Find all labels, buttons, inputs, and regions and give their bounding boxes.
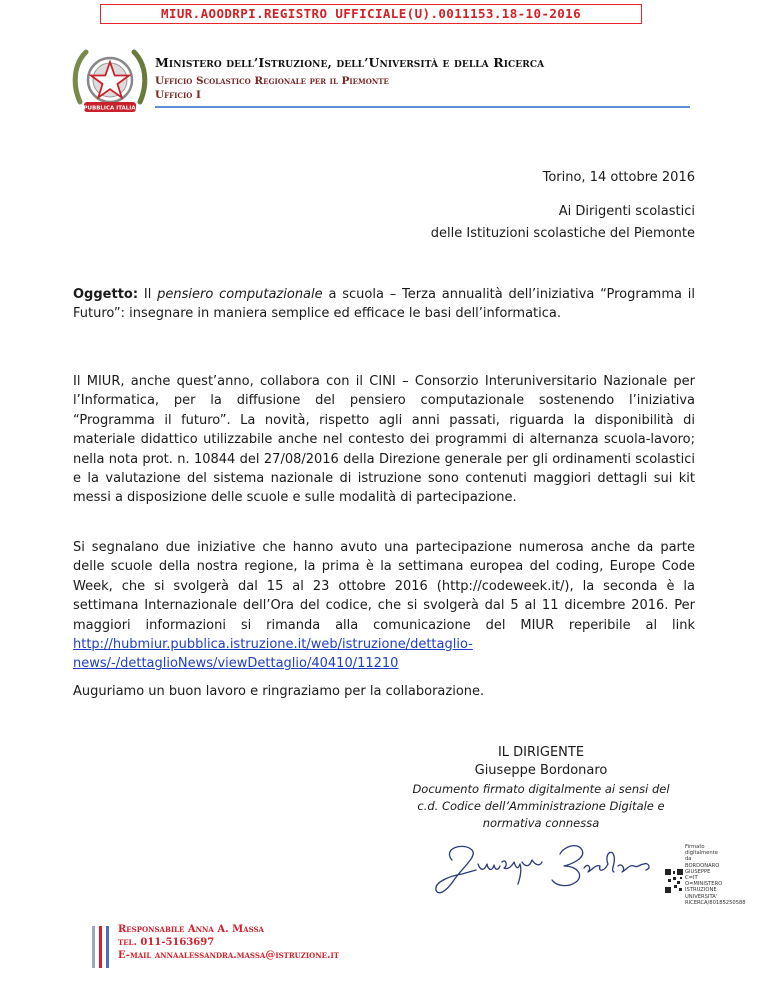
digital-signature-note: normativa connessa <box>482 816 600 830</box>
subject-emphasis: pensiero computazionale <box>157 287 323 302</box>
closing-paragraph: Auguriamo un buon lavoro e ringraziamo per la collaborazione. <box>73 684 485 699</box>
subject-paragraph <box>73 285 695 324</box>
contact-responsible: Responsabile Anna A. Massa <box>118 924 264 935</box>
subject-text: Il <box>138 287 158 302</box>
contact-email[interactable]: E-mail annaalessandra.massa@istruzione.it <box>118 950 339 961</box>
signer-role: IL DIRIGENTE <box>497 745 585 760</box>
regional-office: Ufficio Scolastico Regionale per il Piemonte <box>155 75 389 87</box>
office-unit: Ufficio I <box>155 89 201 101</box>
contact-phone: tel. 011-5163697 <box>118 937 215 948</box>
date-line: Torino, 14 ottobre 2016 <box>542 170 695 185</box>
digital-signature-note: Documento firmato digitalmente ai sensi del <box>412 782 670 796</box>
news-link[interactable]: http://hubmiur.pubblica.istruzione.it/web/istruzione/dettaglio-news/-/dettaglioNews/viewDettaglio/40410/11210 <box>73 637 473 672</box>
ministry-title: Ministero dell’Istruzione, dell’Università e della Ricerca <box>155 55 545 70</box>
subject-label: Oggetto: <box>73 287 139 302</box>
subject-text: a scuola – Terza annualità dell’iniziativa “Programma il Futuro”: insegnare in maniera semplice ed efficace le basi dell’informatica. <box>73 287 695 322</box>
protocol-stamp: MIUR.AOODRPI.REGISTRO UFFICIALE(U).0011153.18-10-2016 <box>100 4 642 24</box>
body-paragraph-1: Il MIUR, anche quest’anno, collabora con il CINI – Consorzio Interuniversitario Nazionale per l’Informatica, per la diffusione del pensiero computazionale sostenendo l’iniziativa “Programma il futuro”. La novità, rispetto agli anni passati, riguarda la disponibilità di materiale didattico utilizzabile anche nel contesto dei programmi di alternanza scuola-lavoro; nella nota prot. n. 10844 del 27/08/2016 della Direzione generale per gli ordinamenti scolastici e la valutazione del sistema nazionale di istruzione sono contenuti maggiori dettagli sui kit messi a disposizione delle scuole e sulle modalità di partecipazione. <box>73 374 695 506</box>
emblem-text: REPUBBLICA ITALIANA <box>75 105 145 112</box>
repubblica-italiana-emblem <box>70 40 150 124</box>
footer-bars-logo <box>90 924 112 970</box>
recipient-line: Ai Dirigenti scolastici <box>558 204 695 219</box>
digital-signature-note: c.d. Codice dell’Amministrazione Digitale e <box>417 799 665 813</box>
digital-seal-icon <box>664 868 684 894</box>
body-text: Si segnalano due iniziative che hanno avuto una partecipazione numerosa anche da parte delle scuole della nostra regione, la prima è la settimana europea del coding, Europe Code Week, che si svolgerà dal 15 al 23 ottobre 2016 (http://codeweek.it/), la seconda è la settimana Internazionale dell’Ora del codice, che si svolgerà dal 5 al 11 dicembre 2016. Per maggiori informazioni si rimanda alla comunicazione del MIUR reperibile al link <box>73 540 695 633</box>
digital-signature-stamp: Firmato digitalmente da BORDONARO GIUSEPPE C=IT O=MINISTERO ISTRUZIONE UNIVERSITA' RICERCA/80185250588 <box>685 844 746 906</box>
header-divider <box>155 106 690 108</box>
signer-name: Giuseppe Bordonaro <box>474 763 608 778</box>
body-paragraph-2 <box>73 538 695 674</box>
recipient-line: delle Istituzioni scolastiche del Piemonte <box>430 226 695 241</box>
handwritten-signature <box>432 840 662 900</box>
